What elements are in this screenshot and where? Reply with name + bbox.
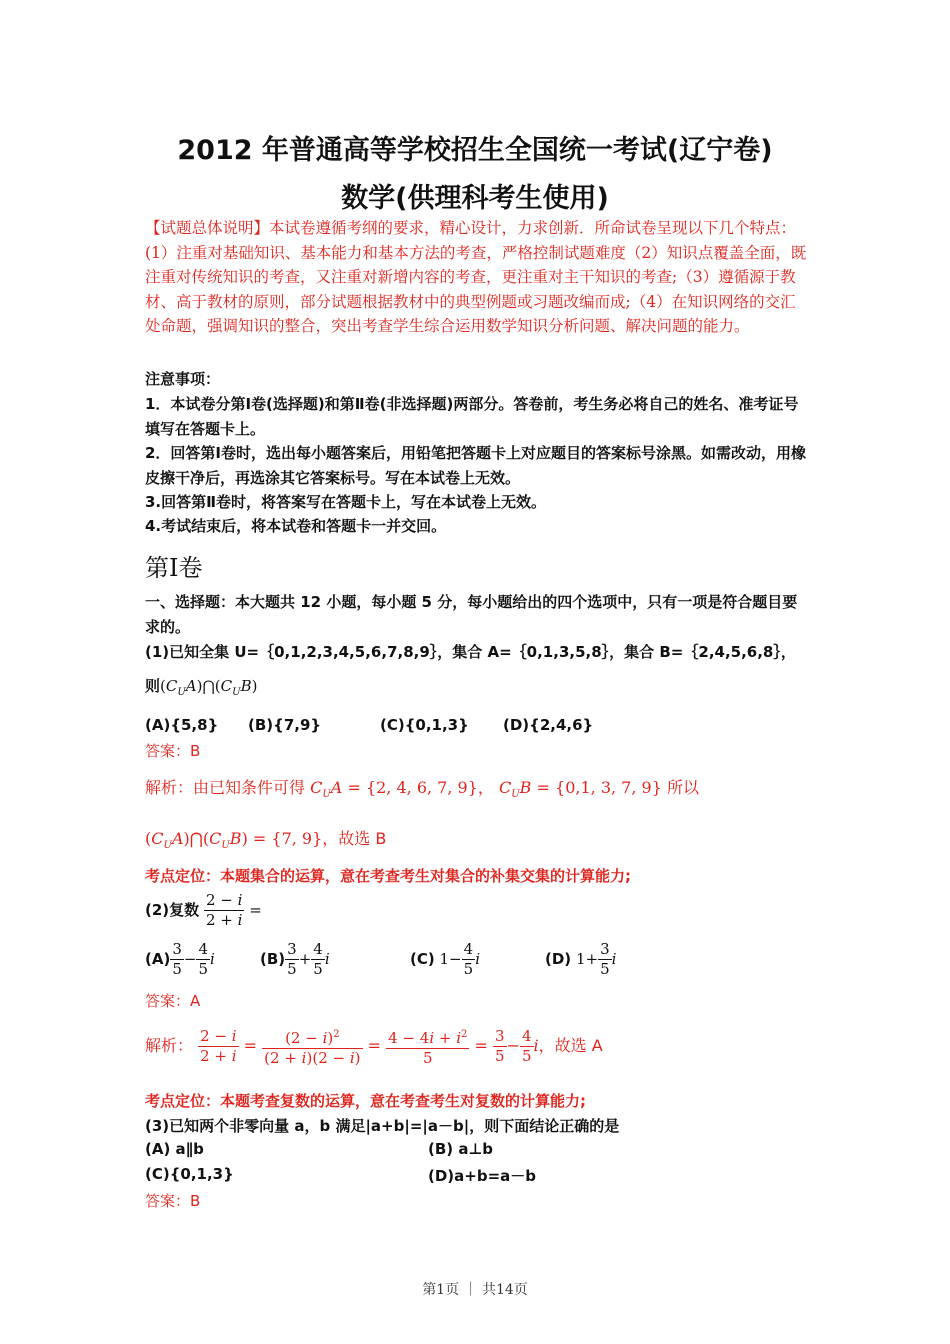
q1-stem: (1)已知全集 U=｛0,1,2,3,4,5,6,7,8,9｝，集合 A=｛0,1,3,5,8｝，集合 B=｛2,4,5,6,8｝， — [145, 643, 796, 661]
note-item-3: 3.回答第Ⅱ卷时，将答案写在答题卡上，写在本试卷上无效。 — [145, 493, 547, 511]
q1-option-c: (C){0,1,3} — [380, 716, 469, 734]
q2-option-c: (C) 1− $\frac{4}{5}$ i — [410, 940, 480, 978]
q2-analysis: 解析： $\frac{2 - i}{2 + i}$ = $\frac{(2 - i)^2}{(2 + i)(2 - i)}$ = $\frac{4 - 4i + i^2}{5}$ = $\frac{3}{5}$ − $\frac{4}{5}$ i，故选 A — [145, 1027, 603, 1067]
q1-stem-formula: 则$(C_UA)⋂(C_UB)$ — [145, 677, 258, 698]
page-title: 2012 年普通高等学校招生全国统一考试(辽宁卷) — [177, 135, 773, 166]
q1-point: 考点定位：本题集合的运算，意在考查考生对集合的补集交集的计算能力; — [145, 867, 632, 885]
q2-stem: (2)复数 $\frac{2 - i}{2 + i}$ = — [145, 891, 262, 929]
q3-option-c: (C){0,1,3} — [145, 1165, 234, 1183]
note-item-4: 4.考试结束后，将本试卷和答题卡一并交回。 — [145, 517, 447, 535]
q3-stem: (3)已知两个非零向量 a，b 满足|a+b|=|a－b|，则下面结论正确的是 — [145, 1117, 620, 1135]
note-item-2: 2．回答第Ⅰ卷时，选出每小题答案后，用铅笔把答题卡上对应题目的答案标号涂黑。如需改动，用橡皮擦干净后，再选涂其它答案标号。写在本试卷上无效。 — [145, 444, 807, 487]
q1-option-a: (A){5,8} — [145, 716, 219, 734]
q2-option-a: (A) $\frac{3}{5}$ − $\frac{4}{5}$ i — [145, 940, 215, 978]
q2-point: 考点定位：本题考查复数的运算，意在考查考生对复数的计算能力; — [145, 1092, 587, 1110]
q2-option-b: (B) $\frac{3}{5}$ + $\frac{4}{5}$ i — [260, 940, 330, 978]
q1-option-d: (D){2,4,6} — [503, 716, 594, 734]
q1-answer: 答案：B — [145, 742, 201, 760]
q2-answer: 答案：A — [145, 992, 201, 1010]
q1-analysis: 解析：由已知条件可得 $C_UA = \{2$, 4, 6, 7, 9}， $C_UB = \{0,1$, 3, 7, 9} 所以 — [145, 778, 699, 801]
note-item-1: 1．本试卷分第Ⅰ卷(选择题)和第Ⅱ卷(非选择题)两部分。答卷前，考生务必将自己的姓名、准考证号填写在答题卡上。 — [145, 395, 799, 438]
exam-overview: 【试题总体说明】本试卷遵循考纲的要求，精心设计，力求创新．所命试卷呈现以下几个特点：(1）注重对基础知识、基本能力和基本方法的考查，严格控制试题难度（2）知识点覆盖全面，既注重对传统知识的考查，又注重对新增内容的考查，更注重对主干知识的考查;（3）遵循源于教材、高于教材的原则，部分试题根据教材中的典型例题或习题改编而成;（4）在知识网络的交汇处命题，强调知识的整合，突出考查学生综合运用数学知识分析问题、解决问题的能力。 — [145, 219, 807, 335]
q3-option-d: (D)a+b=a－b — [428, 1167, 537, 1185]
section-instructions: 一、选择题：本大题共 12 小题，每小题 5 分，每小题给出的四个选项中，只有一项是符合题目要求的。 — [145, 593, 798, 636]
section-title: 第Ⅰ卷 — [145, 554, 203, 582]
q3-option-b: (B) a⊥b — [428, 1140, 493, 1158]
q2-option-d: (D) 1+ $\frac{3}{5}$ i — [545, 940, 617, 978]
page-subtitle: 数学(供理科考生使用) — [341, 183, 609, 214]
page-footer: 第1页 ｜ 共14页 — [422, 1282, 528, 1298]
notes-heading: 注意事项： — [145, 370, 221, 388]
q3-answer: 答案：B — [145, 1192, 201, 1210]
q1-analysis-result: $(C_UA)⋂(C_UB) = \{7$, 9}，故选 B — [145, 829, 387, 852]
q1-option-b: (B){7,9} — [248, 716, 322, 734]
q3-option-a: (A) a∥b — [145, 1140, 204, 1158]
